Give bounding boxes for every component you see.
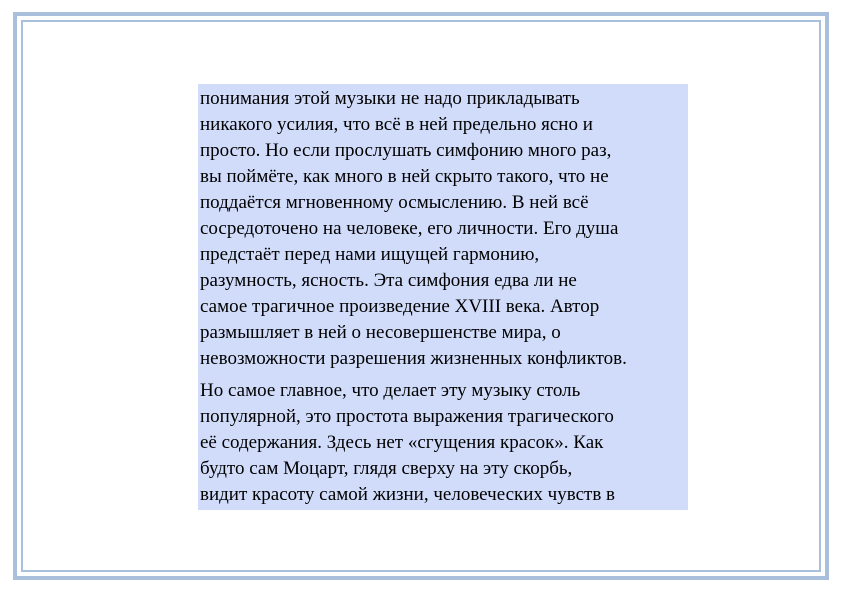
text-line: сосредоточено на человеке, его личности. Его душа xyxy=(200,218,619,239)
paragraph-2 xyxy=(200,378,686,508)
text-line: понимания этой музыки не надо прикладывать xyxy=(200,88,580,109)
text-line: поддаётся мгновенному осмыслению. В ней всё xyxy=(200,192,589,213)
text-line: популярной, это простота выражения трагического xyxy=(200,406,614,427)
paragraph-1 xyxy=(200,86,686,372)
text-line: никакого усилия, что всё в ней предельно ясно и xyxy=(200,114,593,135)
text-line: её содержания. Здесь нет «сгущения красок». Как xyxy=(200,432,604,453)
text-line: просто. Но если прослушать симфонию много раз, xyxy=(200,140,612,161)
text-line: будто сам Моцарт, глядя сверху на эту скорбь, xyxy=(200,458,573,479)
text-line: вы поймёте, как много в ней скрыто такого, что не xyxy=(200,166,609,187)
text-line: видит красоту самой жизни, человеческих чувств в xyxy=(200,484,616,505)
text-line: предстаёт перед нами ищущей гармонию, xyxy=(200,244,540,265)
text-line: невозможности разрешения жизненных конфликтов. xyxy=(200,348,627,369)
text-line: размышляет в ней о несовершенстве мира, о xyxy=(200,322,561,343)
text-line: самое трагичное произведение XVIII века. Автор xyxy=(200,296,600,317)
text-line: разумность, ясность. Эта симфония едва ли не xyxy=(200,270,577,291)
text-line: Но самое главное, что делает эту музыку столь xyxy=(200,380,581,401)
slide-text-block xyxy=(198,84,688,510)
